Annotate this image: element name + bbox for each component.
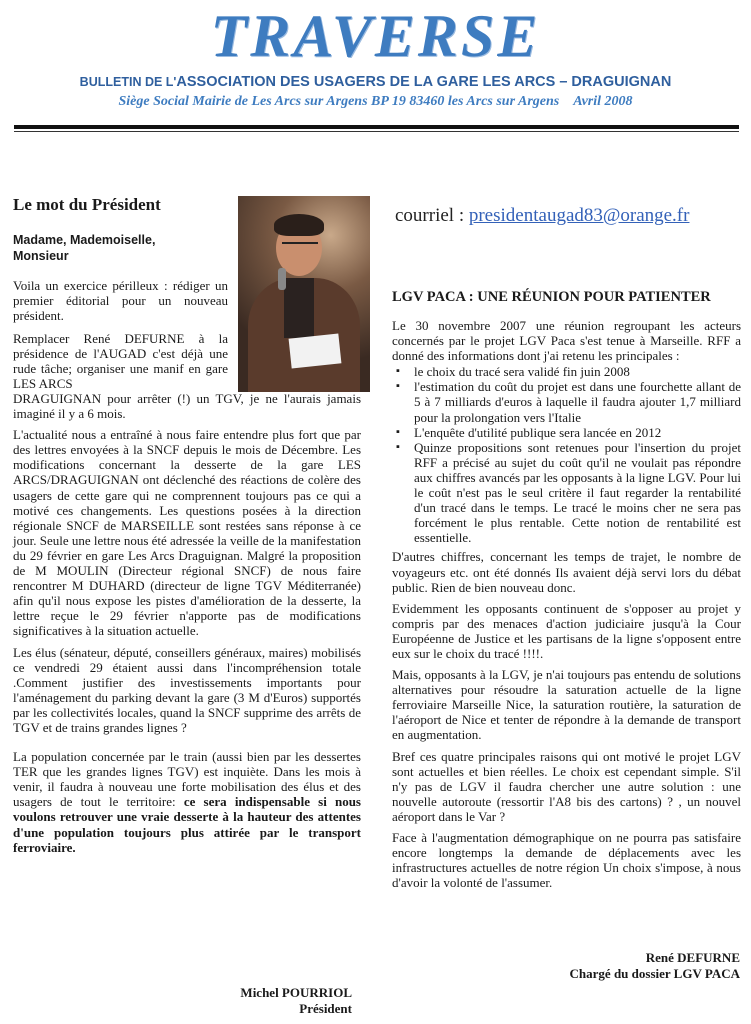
header-rule-thick (14, 125, 739, 129)
email-link[interactable]: presidentaugad83@orange.fr (468, 205, 690, 226)
article-paragraph-4: Mais, opposants à la LGV, je n'ai toujours pas entendu de solutions alternatives pour résoudre la saturation actuelle de la ligne ferroviaire Marseille Nice, la saturation routière, la saturation de l'aéroport de Nice et tenter de répondre à la demande de transport en augmentation. (392, 667, 741, 743)
signature-role: Chargé du dossier LGV PACA (569, 966, 740, 981)
article-paragraph-5: Bref ces quatre principales raisons qui ont motivé le projet LGV sont actuelles et bien réelles. Le choix est cependant simple. S'il n'y pas de LGV il faudra chercher une autre solution : une nouvelle autoroute (ressortir l'A8 bis des cartons) ? , un nouvel aéroport dans le Var ? (392, 748, 741, 824)
head-office-address (0, 93, 751, 111)
list-item: ▪ le choix du tracé sera validé fin juin 2008 (392, 364, 741, 379)
editorial-paragraph-5 (13, 749, 361, 855)
masthead (0, 0, 751, 120)
issue-date: Avril 2008 (573, 94, 633, 109)
editorial-intro (13, 278, 228, 398)
editorial-body (13, 391, 361, 861)
editorial-paragraph-5-emphasis: ce sera indispensable si nous voulons retrouver une vraie desserte à la hauteur des attentes d'une population toujours plus attirée par le transport ferroviaire. (13, 794, 361, 855)
editorial-signature (210, 985, 352, 1017)
salutation-line-2: Monsieur (13, 249, 69, 263)
article-paragraph-1: Le 30 novembre 2007 une réunion regroupant les acteurs concernés par le projet LGV Paca s'est tenue à Marseille. RFF a donné des informations dont j'ai retenu les principales : (392, 318, 741, 364)
article-body (392, 318, 741, 896)
editorial-paragraph-3: L'actualité nous a entraîné à nous faire entendre plus fort que par des lettres envoyées à la SNCF depuis le mois de Décembre. Les modifications concernant la desserte de la gare LES ARCS/DRAGUIGNAN ont déclenché des réactions de colère des usagers de cette gare qui ne comprennent toujours pas ce qui a motivé ces changements. Les questions posées à la direction régionale SNCF de MARSEILLE sont restées sans réponse à ce jour. Seule une lettre nous été adressée la veille de la manifestation du 29 février en gare Les Arcs Draguignan. Malgré la proposition de M MOULIN (Directeur régional SNCF) de nous faire rencontrer M DUHARD (directeur de ligne TGV Méditerranée) afin qu'il nous expose les pistes d'amélioration de la desserte, la lettre reçue le 29 février n'apporte pas de modifications significatives à la situation actuelle. (13, 427, 361, 639)
editorial-paragraph-5-text: La population concernée par le train (aussi bien par les dessertes TER que les grandes lignes TGV) est inquiète. Dans les mois à venir, il faudra à nouveau une forte mobilisation des élus et des usagers de tout le territoire: (13, 749, 361, 810)
article-paragraph-2: D'autres chiffres, concernant les temps de trajet, le nombre de voyageurs etc. ont été donnés Ils avaient déjà servi lors du débat public. Rien de bien nouveau donc. (392, 549, 741, 595)
signature-name: Michel POURRIOL (240, 985, 352, 1000)
bulletin-title: TRAVERSE (210, 3, 541, 69)
article-signature (520, 950, 740, 982)
address-text: Siège Social Mairie de Les Arcs sur Argens BP 19 83460 les Arcs sur Argens (118, 94, 560, 109)
email-label: courriel : (395, 205, 469, 226)
list-item: ▪ L'enquête d'utilité publique sera lancée en 2012 (392, 425, 741, 440)
association-name: ASSOCIATION DES USAGERS DE LA GARE LES ARCS – DRAGUIGNAN (176, 74, 672, 90)
signature-role: Président (299, 1001, 352, 1016)
header-rule-thin (14, 131, 739, 132)
president-photo (238, 196, 370, 392)
article-heading: LGV PACA : UNE RÉUNION POUR PATIENTER (392, 289, 711, 305)
article-paragraph-6: Face à l'augmentation démographique on ne pourra pas satisfaire encore longtemps la demande de déplacements avec les infrastructures actuelles de notre région Un choix s'impose, à nous d'avoir la volonté de l'assumer. (392, 830, 741, 891)
salutation-line-1: Madame, Mademoiselle, (13, 233, 156, 247)
list-item: ▪ Quinze propositions sont retenues pour l'insertion du projet RFF a précisé au sujet du coût qu'il ne voulait pas répondre aux chiffres avancés par les opposants à la ligne LGV. Pour lui le coût n'est pas le seul critère il faut regarder la rentabilité d'un tracé dans le temps. Le tracé le moins cher ne sera pas forcément le plus rentable. Cette notion de rentabilité est essentielle. (392, 440, 741, 546)
editorial-paragraph-2-continued: DRAGUIGNAN pour arrêter (!) un TGV, je ne l'aurais jamais imaginé il y a 6 mois. (13, 391, 361, 422)
editorial-paragraph-2: Remplacer René DEFURNE à la présidence de l'AUGAD c'est déjà une rude tâche; organiser une manif en gare LES ARCS (13, 330, 228, 392)
article-paragraph-3: Evidemment les opposants continuent de s'opposer au projet y compris par des menaces d'action judiciaire jusqu'à la Cour Européenne de Justice et les partisans de la ligne s'opposent entre eux sur le choix du tracé !!!!. (392, 600, 741, 661)
microphone-icon (278, 268, 286, 290)
salutation (13, 232, 228, 264)
subtitle-prefix: BULLETIN DE L' (79, 75, 177, 89)
editorial-heading: Le mot du Président (13, 195, 161, 214)
editorial-paragraph-4: Les élus (sénateur, député, conseillers généraux, maires) mobilisés ce vendredi 29 étaient aussi dans l'incompréhension totale .Comment justifier des investissements importants pour l'aménagement du parking devant la gare (3 M d'Euros) supportés par les collectivités locales, quand la SNCF supprime des arrêts de TGV et de trains grandes lignes ? (13, 644, 361, 735)
editorial-paragraph-1: Voila un exercice périlleux : rédiger un premier éditorial pour un nouveau président. (13, 278, 228, 324)
contact-line (395, 205, 689, 227)
signature-name: René DEFURNE (645, 950, 740, 965)
bulletin-subtitle (0, 74, 751, 90)
article-bullet-list (392, 364, 741, 545)
list-item: ▪ l'estimation du coût du projet est dans une fourchette allant de 5 à 7 milliards d'euros à laquelle il faudra ajouter 1,7 milliard pour la prolongation vers l'Italie (392, 379, 741, 424)
